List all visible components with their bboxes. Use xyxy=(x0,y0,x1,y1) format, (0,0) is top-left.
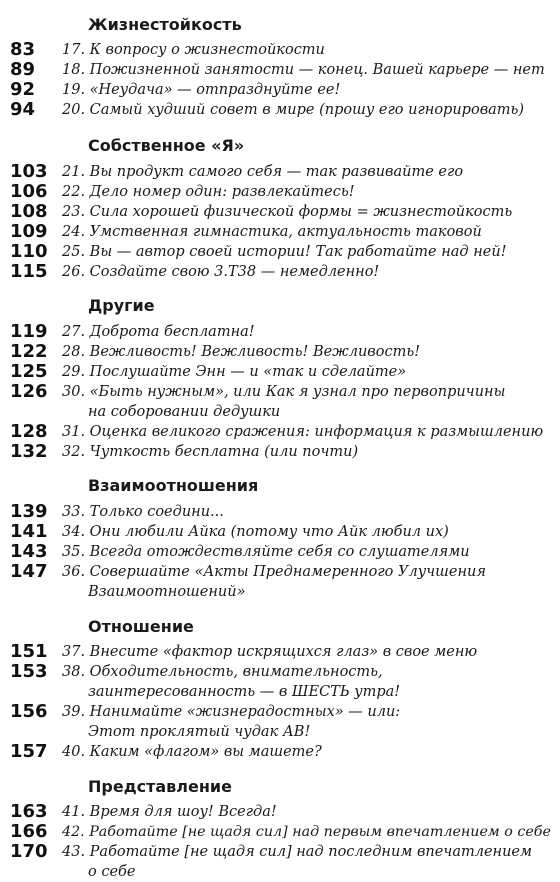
page-number: 139 xyxy=(10,501,48,522)
page-number: 109 xyxy=(10,221,48,242)
page-number: 151 xyxy=(10,641,48,662)
entry-title: 36. Совершайте «Акты Преднамеренного Улучшения xyxy=(62,564,486,580)
section-title: Собственное «Я» xyxy=(88,136,245,155)
entry-title: 40. Каким «флагом» вы машете? xyxy=(62,744,322,760)
entry-title: 25. Вы — автор своей истории! Так работайте над ней! xyxy=(62,244,507,260)
entry-title: 37. Внесите «фактор искрящихся глаз» в свое меню xyxy=(62,644,478,660)
entry-title: 20. Самый худший совет в мире (прошу его игнорировать) xyxy=(62,102,525,118)
entry-title: 38. Обходительность, внимательность, xyxy=(62,664,383,680)
entry-title: 23. Сила хорошей физической формы = жизнестойкость xyxy=(62,204,513,220)
entry-title-continuation: на соборовании дедушки xyxy=(88,404,281,420)
entry-title: 19. «Неудача» — отпразднуйте ее! xyxy=(62,82,341,98)
entry-title: 33. Только соедини... xyxy=(62,504,224,520)
page-number: 128 xyxy=(10,421,48,442)
section-title: Отношение xyxy=(88,617,194,636)
entry-title: 30. «Быть нужным», или Как я узнал про первопричины xyxy=(62,384,506,400)
entry-title: 39. Нанимайте «жизнерадостных» — или: xyxy=(62,704,401,720)
page-number: 141 xyxy=(10,521,48,542)
page-number: 89 xyxy=(10,59,36,80)
page-number: 110 xyxy=(10,241,48,262)
entry-title: 34. Они любили Айка (потому что Айк любил их) xyxy=(62,524,449,540)
page-number: 126 xyxy=(10,381,48,402)
entry-title: 22. Дело номер один: развлекайтесь! xyxy=(62,184,355,200)
page-number: 122 xyxy=(10,341,48,362)
entry-title-continuation: Этот проклятый чудак АВ! xyxy=(88,724,311,740)
entry-title: 28. Вежливость! Вежливость! Вежливость! xyxy=(62,344,421,360)
section-title: Представление xyxy=(88,777,232,796)
entry-title: 31. Оценка великого сражения: информация к размышлению xyxy=(62,424,544,440)
entry-title-continuation: Взаимоотношений» xyxy=(88,584,246,600)
page-number: 170 xyxy=(10,841,48,862)
entry-title: 42. Работайте [не щадя сил] над первым впечатлением о себе xyxy=(62,824,551,840)
page-number: 147 xyxy=(10,561,48,582)
page-number: 166 xyxy=(10,821,48,842)
section-title: Взаимоотношения xyxy=(88,476,259,495)
entry-title: 26. Создайте свою 3.Т38 — немедленно! xyxy=(62,264,380,280)
entry-title: 32. Чуткость бесплатна (или почти) xyxy=(62,444,359,460)
page-number: 132 xyxy=(10,441,48,462)
entry-title: 29. Послушайте Энн — и «так и сделайте» xyxy=(62,364,407,380)
page-number: 157 xyxy=(10,741,48,762)
page-number: 103 xyxy=(10,161,48,182)
page-number: 115 xyxy=(10,261,48,282)
page-number: 156 xyxy=(10,701,48,722)
entry-title: 43. Работайте [не щадя сил] над последним впечатлением xyxy=(62,844,533,860)
page-number: 125 xyxy=(10,361,48,382)
page-number: 119 xyxy=(10,321,48,342)
entry-title: 27. Доброта бесплатна! xyxy=(62,324,255,340)
page-number: 106 xyxy=(10,181,48,202)
page-number: 163 xyxy=(10,801,48,822)
entry-title: 17. К вопросу о жизнестойкости xyxy=(62,42,325,58)
page-number: 94 xyxy=(10,99,36,120)
entry-title: 35. Всегда отождествляйте себя со слушателями xyxy=(62,544,470,560)
entry-title-continuation: о себе xyxy=(88,864,136,880)
page-number: 143 xyxy=(10,541,48,562)
page-number: 83 xyxy=(10,39,36,60)
page-number: 153 xyxy=(10,661,48,682)
entry-title-continuation: заинтересованность — в ШЕСТЬ утра! xyxy=(88,684,401,700)
page-number: 108 xyxy=(10,201,48,222)
entry-title: 41. Время для шоу! Всегда! xyxy=(62,804,277,820)
entry-title: 21. Вы продукт самого себя — так развивайте его xyxy=(62,164,464,180)
entry-title: 18. Пожизненной занятости — конец. Вашей карьере — нет xyxy=(62,62,545,78)
section-title: Жизнестойкость xyxy=(88,15,242,34)
entry-title: 24. Умственная гимнастика, актуальность таковой xyxy=(62,224,482,240)
section-title: Другие xyxy=(88,296,155,315)
page-number: 92 xyxy=(10,79,36,100)
